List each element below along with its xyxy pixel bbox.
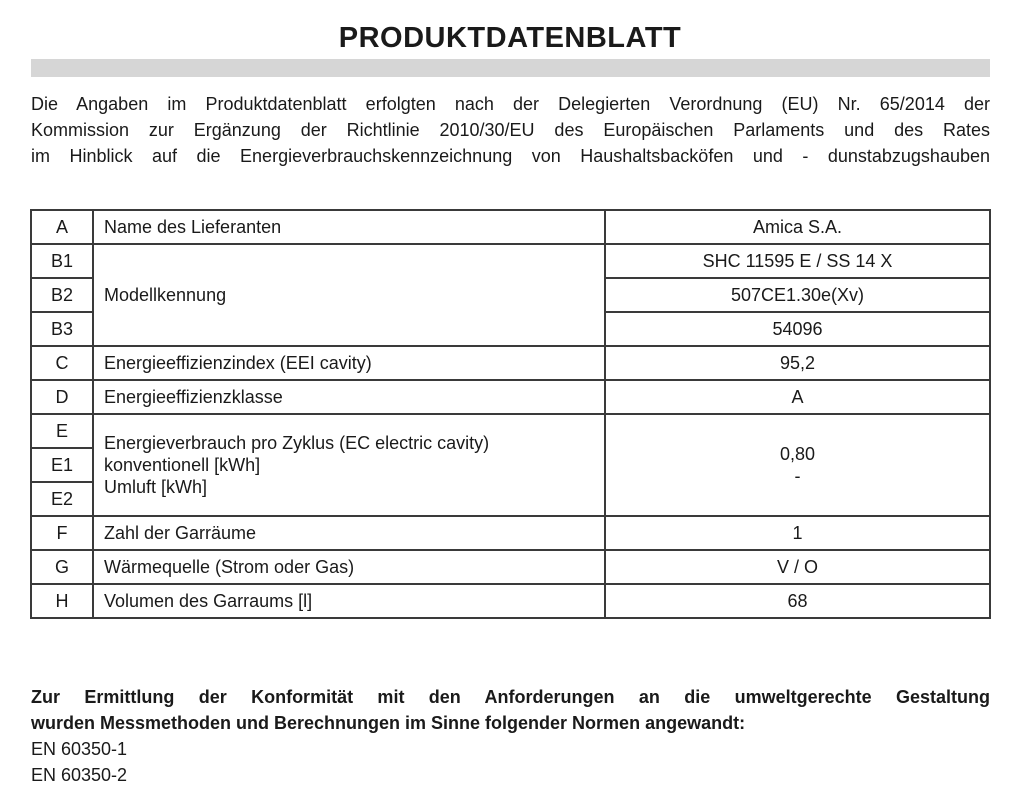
row-value: 54096 (605, 312, 990, 346)
row-label: Wärmequelle (Strom oder Gas) (93, 550, 605, 584)
row-value: A (605, 380, 990, 414)
energy-label-line: Umluft [kWh] (104, 477, 208, 497)
row-code: B2 (31, 278, 93, 312)
table-row (31, 244, 990, 278)
intro-line: im Hinblick auf die Energieverbrauchskennzeichnung von Haushaltsbacköfen und - dunstabzugshauben (31, 146, 990, 166)
row-label: Energieeffizienzindex (EEI cavity) (93, 346, 605, 380)
table-row (31, 584, 990, 618)
row-value: 1 (605, 516, 990, 550)
table-row (31, 550, 990, 584)
row-value: 95,2 (605, 346, 990, 380)
table-row (31, 380, 990, 414)
intro-line: Kommission zur Ergänzung der Richtlinie 2010/30/EU des Europäischen Parlaments und des Rates (31, 120, 990, 140)
table-row (31, 516, 990, 550)
conformity-statement: Zur Ermittlung der Konformität mit den Anforderungen an die umweltgerechte Gestaltung (31, 687, 990, 707)
row-code: A (31, 210, 93, 244)
page-title: PRODUKTDATENBLATT (338, 22, 682, 54)
row-code: F (31, 516, 93, 550)
intro-paragraph (31, 91, 990, 169)
row-value: 68 (605, 584, 990, 618)
row-value: Amica S.A. (605, 210, 990, 244)
title-divider-bar (31, 59, 990, 77)
energy-label-line: konventionell [kWh] (104, 455, 261, 475)
row-label: Name des Lieferanten (93, 210, 605, 244)
row-label: Zahl der Garräume (93, 516, 605, 550)
table-row (31, 346, 990, 380)
energy-value-fan: - (794, 466, 801, 486)
norm-item: EN 60350-1 (31, 739, 128, 759)
norm-item: EN 60350-2 (31, 765, 128, 785)
row-label-energy (93, 414, 605, 516)
row-code: D (31, 380, 93, 414)
row-code: H (31, 584, 93, 618)
row-code: B3 (31, 312, 93, 346)
product-data-table (30, 209, 991, 619)
row-code: E (31, 414, 93, 448)
row-code: E2 (31, 482, 93, 516)
row-code: B1 (31, 244, 93, 278)
row-value: V / O (605, 550, 990, 584)
conformity-statement: wurden Messmethoden und Berechnungen im Sinne folgender Normen angewandt: (31, 713, 746, 733)
intro-line: Die Angaben im Produktdatenblatt erfolgten nach der Delegierten Verordnung (EU) Nr. 65/2014 der (31, 94, 990, 114)
conformity-section (31, 684, 990, 788)
row-label: Energieeffizienzklasse (93, 380, 605, 414)
row-value: 507CE1.30e(Xv) (605, 278, 990, 312)
energy-value-conventional: 0,80 (779, 444, 816, 464)
table-row (31, 210, 990, 244)
energy-label-line: Energieverbrauch pro Zyklus (EC electric cavity) (104, 433, 490, 453)
row-code: E1 (31, 448, 93, 482)
row-label: Volumen des Garraums [l] (93, 584, 605, 618)
table-row (31, 414, 990, 448)
row-label: Modellkennung (93, 244, 605, 346)
row-value-energy (605, 414, 990, 516)
row-code: C (31, 346, 93, 380)
row-value: SHC 11595 E / SS 14 X (605, 244, 990, 278)
row-code: G (31, 550, 93, 584)
